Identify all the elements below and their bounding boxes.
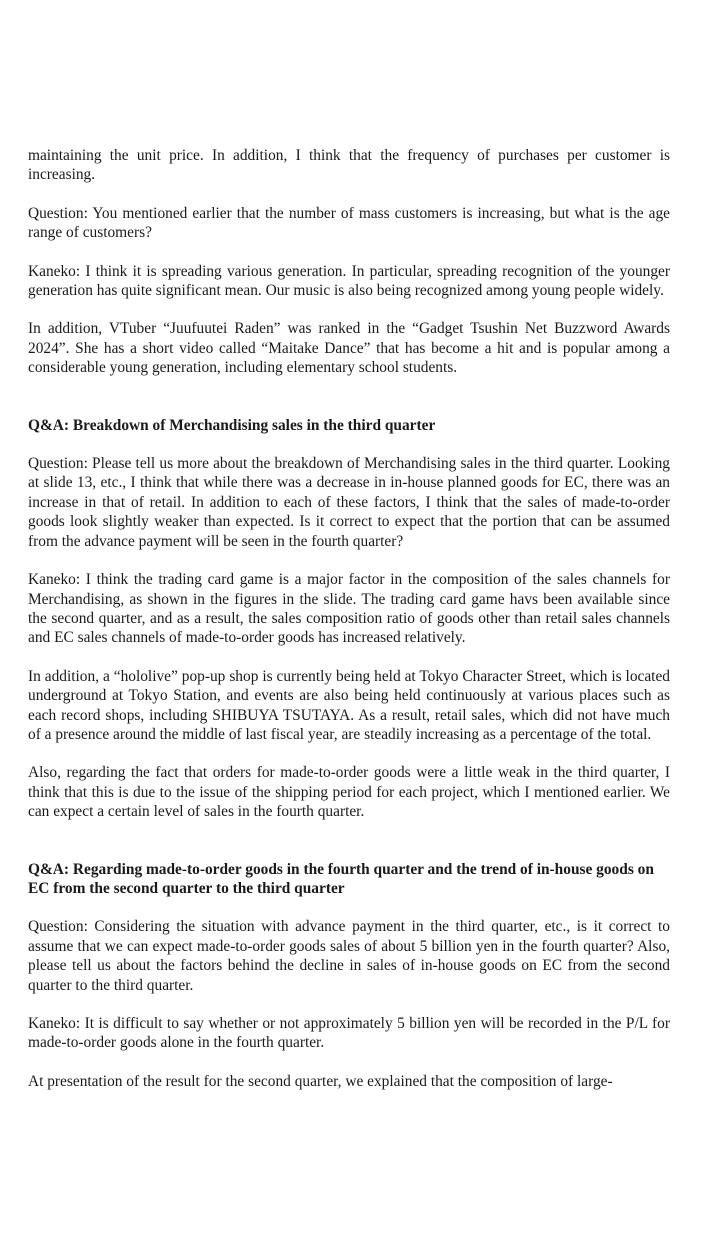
paragraph-question-merchandising: Question: Please tell us more about the breakdown of Merchandising sales in the third quarter. Looking at slide 13, etc., I think that while there was a decrease in in-house planned goods for EC, there was an increase in that of retail. In addition to each of these factors, I think that the sales of made-to-order goods look slightly weaker than expected. Is it correct to expect that the portion that can be assumed from the advance payment will be seen in the fourth quarter?: [28, 455, 670, 550]
heading-made-to-order-fourth-quarter: Q&A: Regarding made-to-order goods in the fourth quarter and the trend of in-house goods on EC from the second quarter to the third quarter: [28, 860, 654, 897]
paragraph-kaneko-generation: Kaneko: I think it is spreading various generation. In particular, spreading recognition of the younger generation has quite significant mean. Our music is also being recognized among young people widely.: [28, 262, 670, 300]
document-page: [28, 146, 670, 1110]
paragraph-kaneko-difficult: Kaneko: It is difficult to say whether or not approximately 5 billion yen will be recorded in the P/L for made-to-order goods alone in the fourth quarter.: [28, 1015, 670, 1052]
paragraph-question-age-range: Question: You mentioned earlier that the number of mass customers is increasing, but what is the age range of customers?: [28, 204, 670, 242]
heading-merchandising-breakdown: Q&A: Breakdown of Merchandising sales in the third quarter: [28, 416, 436, 434]
paragraph-second-quarter-presentation: At presentation of the result for the second quarter, we explained that the composition of large-: [28, 1072, 613, 1090]
paragraph-kaneko-trading-card: Kaneko: I think the trading card game is a major factor in the composition of the sales channels for Merchandising, as shown in the figures in the slide. The trading card game havs been available since the second quarter, and as a result, the sales composition ratio of goods other than retail sales channels and EC sales channels of made-to-order goods has increased relatively.: [28, 571, 670, 647]
paragraph-popup-shop: In addition, a “hololive” pop-up shop is currently being held at Tokyo Character Street, which is located underground at Tokyo Station, and events are also being held continuously at various places such as each record shops, including SHIBUYA TSUTAYA. As a result, retail sales, which did not have much of a presence around the middle of last fiscal year, are steadily increasing as a percentage of the total.: [28, 667, 670, 743]
paragraph-vtuber-raden: In addition, VTuber “Juufuutei Raden” was ranked in the “Gadget Tsushin Net Buzzword Awards 2024”. She has a short video called “Maitake Dance” that has become a hit and is popular among a considerable young generation, including elementary school students.: [28, 320, 670, 377]
paragraph-question-advance-payment: Question: Considering the situation with advance payment in the third quarter, etc., is it correct to assume that we can expect made-to-order goods sales of about 5 billion yen in the fourth quarter? Also, please tell us about the factors behind the decline in sales of in-house goods on EC from the second quarter to the third quarter.: [28, 918, 670, 994]
paragraph-made-to-order-weak: Also, regarding the fact that orders for made-to-order goods were a little weak in the third quarter, I think that this is due to the issue of the shipping period for each project, which I mentioned earlier. We can expect a certain level of sales in the fourth quarter.: [28, 764, 670, 821]
paragraph-unit-price: maintaining the unit price. In addition, I think that the frequency of purchases per customer is increasing.: [28, 147, 670, 184]
